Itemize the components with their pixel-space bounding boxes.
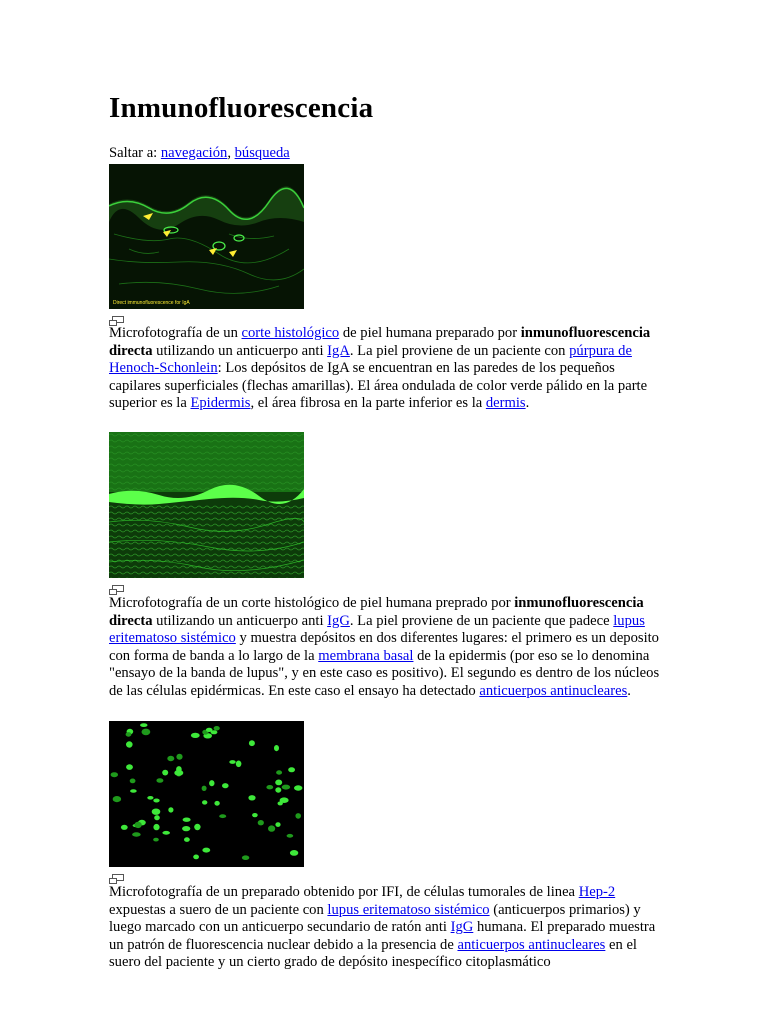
caption-text: en el suero del paciente y un cierto grado de depósito inespecífico citoplasmático: [109, 936, 637, 971]
link-anticuerpos-antinucleares[interactable]: anticuerpos antinucleares: [457, 936, 606, 953]
nucleus: [126, 764, 133, 770]
nucleus: [153, 799, 159, 803]
link-membrana-basal[interactable]: membrana basal: [318, 647, 414, 664]
nucleus: [202, 786, 207, 791]
nucleus: [147, 796, 153, 800]
nucleus: [214, 801, 219, 806]
caption-bold: inmunofluorescencia directa: [109, 595, 644, 629]
nucleus: [152, 809, 161, 815]
nucleus: [182, 826, 190, 831]
link-anticuerpos-antinucleares[interactable]: anticuerpos antinucleares: [479, 682, 628, 699]
link-dermis[interactable]: dermis: [485, 395, 526, 412]
nucleus: [274, 745, 279, 751]
caption-text: utilizando un anticuerpo anti: [152, 612, 328, 629]
caption-text: Microfotografía de un: [109, 325, 242, 341]
figure-image-hep2-cells[interactable]: [109, 721, 304, 867]
page-title: Inmunofluorescencia: [109, 92, 374, 124]
nucleus: [153, 824, 159, 830]
micrograph-iga: [109, 164, 304, 309]
caption-text: , el área fibrosa en la parte inferior es la: [250, 395, 486, 412]
caption-text: de piel humana preparado por: [339, 325, 521, 341]
nucleus: [294, 785, 302, 790]
link-iga[interactable]: IgA: [327, 342, 350, 359]
figure-caption: [109, 884, 669, 972]
nucleus: [288, 767, 295, 772]
nucleus: [209, 780, 214, 786]
nucleus: [153, 838, 159, 842]
link-igg[interactable]: IgG: [327, 612, 350, 629]
nucleus: [248, 795, 255, 800]
nucleus: [194, 824, 200, 830]
nucleus: [132, 832, 141, 836]
caption-text: y muestra depósitos en dos diferentes lugares: el primero es un deposito con forma de banda a lo largo de la: [109, 630, 659, 664]
link-lupus[interactable]: lupus eritematoso sistémico: [327, 901, 490, 918]
nucleus: [130, 779, 136, 784]
caption-text: .: [627, 682, 631, 699]
nucleus: [168, 807, 173, 812]
nucleus: [113, 796, 121, 802]
magnify-icon[interactable]: [109, 313, 124, 323]
nucleus: [214, 726, 220, 731]
nucleus: [193, 855, 199, 860]
nucleus: [236, 761, 242, 768]
nucleus: [275, 787, 281, 792]
nucleus: [162, 770, 168, 776]
micrograph-igg: [109, 432, 304, 578]
link-purpura[interactable]: púrpura de Henoch-Schonlein: [109, 342, 632, 377]
nucleus: [229, 760, 235, 764]
nucleus: [219, 814, 226, 818]
nucleus: [252, 813, 258, 817]
caption-text: de la epidermis (por eso se lo denomina "ensayo de la banda de lupus", y en este caso es positivo). El segundo es dentro de los núcleos de las células epidérmicas. En este caso el ensayo ha detectado: [109, 647, 660, 699]
nucleus: [174, 770, 183, 776]
magnify-icon[interactable]: [109, 582, 124, 592]
nucleus: [154, 815, 160, 820]
caption-bold: inmunofluorescencia directa: [109, 325, 651, 359]
nucleus: [183, 818, 191, 822]
nucleus: [176, 754, 182, 760]
caption-text: expuestas a suero de un paciente con: [109, 901, 328, 918]
link-lupus[interactable]: lupus eritematoso sistémico: [109, 612, 645, 647]
jump-prefix: Saltar a:: [109, 145, 161, 161]
caption-text: .: [525, 395, 530, 412]
caption-text: . La piel proviene de un paciente con: [349, 342, 570, 359]
nucleus: [111, 772, 118, 777]
nucleus: [130, 789, 137, 793]
caption-text: Microfotografía de un preparado obtenido por IFI, de células tumorales de linea: [109, 884, 579, 900]
caption-text: : Los depósitos de IgA se encuentran en las paredes de los pequeños capilares superficiales (flechas amarillas). El área ondulada de color verde pálido en la parte superior es la: [109, 360, 648, 412]
nucleus: [278, 801, 283, 805]
micrograph-hep2: [109, 721, 304, 867]
nucleus: [142, 729, 151, 736]
caption-text: . La piel proviene de un paciente que padece: [349, 612, 614, 629]
nucleus: [295, 813, 301, 819]
nucleus: [134, 822, 141, 828]
nucleus: [287, 834, 294, 838]
nucleus: [242, 855, 249, 860]
link-epidermis[interactable]: Epidermis: [190, 395, 251, 412]
caption-text: humana. El preparado muestra un patrón de fluorescencia nuclear debido a la presencia de: [109, 919, 656, 953]
figure-caption: [109, 325, 669, 413]
nucleus: [249, 740, 255, 746]
link-hep2[interactable]: Hep-2: [578, 884, 616, 900]
caption-text: (anticuerpos primarios) y luego marcado con un anticuerpo secundario de ratón anti: [109, 901, 641, 936]
nucleus: [202, 800, 207, 804]
nucleus: [258, 820, 264, 825]
figure-image-igg-skin[interactable]: [109, 432, 304, 578]
magnify-icon[interactable]: [109, 871, 124, 881]
search-link[interactable]: búsqueda: [234, 145, 290, 161]
nucleus: [191, 733, 200, 738]
nucleus: [275, 780, 282, 786]
nucleus: [156, 778, 163, 783]
nucleus: [282, 785, 290, 790]
jump-links: [109, 145, 290, 162]
navigation-link[interactable]: navegación: [160, 145, 228, 161]
nucleus: [211, 730, 218, 734]
nucleus: [266, 785, 273, 789]
nucleus: [167, 756, 174, 761]
link-igg[interactable]: IgG: [450, 919, 474, 936]
nucleus: [140, 723, 147, 727]
nucleus: [162, 831, 170, 835]
nucleus: [184, 837, 190, 842]
figure-image-iga-skin[interactable]: [109, 164, 304, 309]
link-corte-histologico[interactable]: corte histológico: [241, 325, 340, 341]
figure-caption: [109, 595, 669, 701]
nucleus: [126, 732, 132, 737]
nucleus: [290, 850, 298, 856]
caption-text: Microfotografía de un corte histológico de piel humana preprado por: [109, 595, 515, 611]
jump-separator: ,: [227, 145, 235, 161]
nucleus: [126, 741, 133, 747]
figure-overlay-caption: Direct immunofluorescence for IgA: [113, 300, 190, 306]
nucleus: [276, 770, 282, 774]
nucleus: [222, 783, 229, 788]
caption-text: utilizando un anticuerpo anti: [152, 342, 328, 359]
nucleus: [275, 822, 280, 827]
nucleus: [121, 825, 128, 830]
nucleus: [268, 825, 275, 831]
nucleus: [202, 848, 210, 853]
